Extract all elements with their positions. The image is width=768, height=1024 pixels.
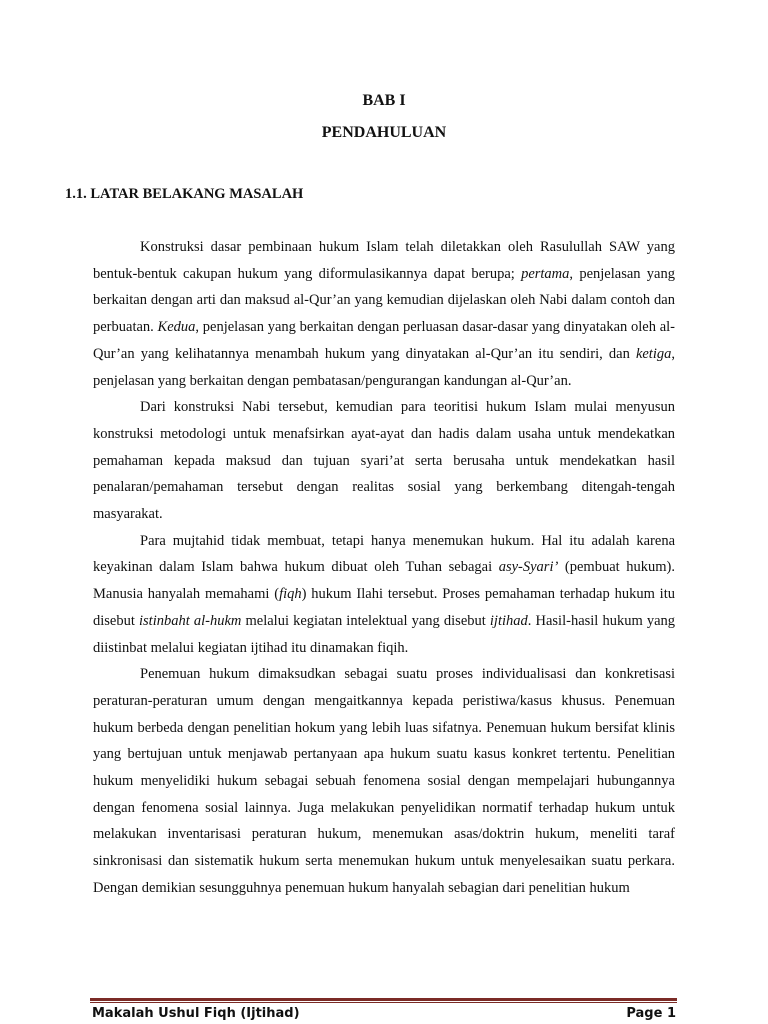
italic-term: ijtihad bbox=[489, 612, 528, 629]
page-number: Page 1 bbox=[626, 1006, 676, 1021]
text-segment: Dari konstruksi Nabi tersebut, kemudian para teoritisi hukum Islam mulai menyusun konstruksi metodologi untuk menafsirkan ayat-ayat dan hadis dalam usaha untuk mendekatkan pemahaman kepada maksud dan tujuan syari’at serta berusaha untuk mendekatkan hasil penalaran/pemahaman tersebut dengan realitas sosial yang berkembang ditengah-tengah masyarakat. bbox=[93, 399, 675, 523]
italic-term: Kedua bbox=[157, 319, 196, 336]
text-segment: melalui kegiatan intelektual yang disebut bbox=[241, 612, 490, 629]
text-segment: , penjelasan yang berkaitan dengan pembatasan/pengurangan kandungan al-Qur’an. bbox=[93, 345, 675, 389]
italic-term: pertama bbox=[521, 265, 570, 282]
chapter-number: BAB I bbox=[362, 92, 406, 109]
footer-rule bbox=[90, 998, 677, 1003]
italic-term: fiqh bbox=[279, 586, 302, 603]
text-segment: (pembuat hukum). Manusia hanyalah memahami ( bbox=[93, 559, 675, 603]
text-segment: ) hukum Ilahi tersebut. Proses pemahaman terhadap hukum itu disebut bbox=[93, 586, 675, 629]
text-segment: , penjelasan yang berkaitan dengan arti dan maksud al-Qur’an yang kemudian dijelaskan oleh Nabi dalam contoh dan perbuatan. bbox=[93, 265, 675, 336]
text-segment: . Hasil-hasil hukum yang diistinbat melalui kegiatan ijtihad itu dinamakan fiqih. bbox=[93, 612, 676, 656]
text-segment: , penjelasan yang berkaitan dengan perluasan dasar-dasar yang dinyatakan oleh al-Qur’an yang kelihatannya menambah hukum yang dinyatakan al-Qur’an itu sendiri, dan bbox=[93, 319, 675, 362]
italic-term: asy-Syari’ bbox=[498, 559, 559, 576]
italic-term: ketiga bbox=[635, 345, 672, 362]
paragraph bbox=[93, 528, 675, 662]
paragraph bbox=[93, 661, 675, 901]
italic-term: istinbaht al-hukm bbox=[139, 612, 242, 629]
text-segment: Penemuan hukum dimaksudkan sebagai suatu proses individualisasi dan konkretisasi peraturan-peraturan umum dengan mengaitkannya kepada peristiwa/kasus khusus. Penemuan hukum berbeda dengan penelitian hokum yang lebih luas sifatnya. Penemuan hukum bersifat klinis yang bertujuan untuk menjawab pertanyaan apa hukum suatu kasus konkret tertentu. Penelitian hukum menyelidiki hukum sebagai sebuah fenomena sosial dengan mempelajari hubungannya dengan fenomena sosial lainnya. Juga melakukan penyelidikan normatif terhadap hukum untuk melakukan inventarisasi peraturan hukum, menemukan asas/doktrin hukum, meneliti taraf sinkronisasi dan sistematik hukum serta menemukan hukum untuk menyelesaikan suatu perkara. Dengan demikian sesungguhnya penemuan hukum hanyalah sebagian dari penelitian hukum bbox=[93, 666, 675, 896]
text-segment: Konstruksi dasar pembinaan hukum Islam telah diletakkan oleh Rasulullah SAW yang bentuk-bentuk cakupan hukum yang diformulasikannya dapat berupa; bbox=[93, 239, 675, 282]
footer-title: Makalah Ushul Fiqh (Ijtihad) bbox=[92, 1006, 300, 1021]
paragraph bbox=[93, 394, 675, 528]
paragraph bbox=[93, 234, 675, 394]
chapter-title: PENDAHULUAN bbox=[321, 124, 447, 141]
section-heading: 1.1. LATAR BELAKANG MASALAH bbox=[65, 186, 304, 202]
body-text bbox=[93, 234, 675, 902]
text-segment: Para mujtahid tidak membuat, tetapi hanya menemukan hukum. Hal itu adalah karena keyakinan dalam Islam bahwa hukum dibuat oleh Tuhan sebagai bbox=[93, 532, 675, 576]
